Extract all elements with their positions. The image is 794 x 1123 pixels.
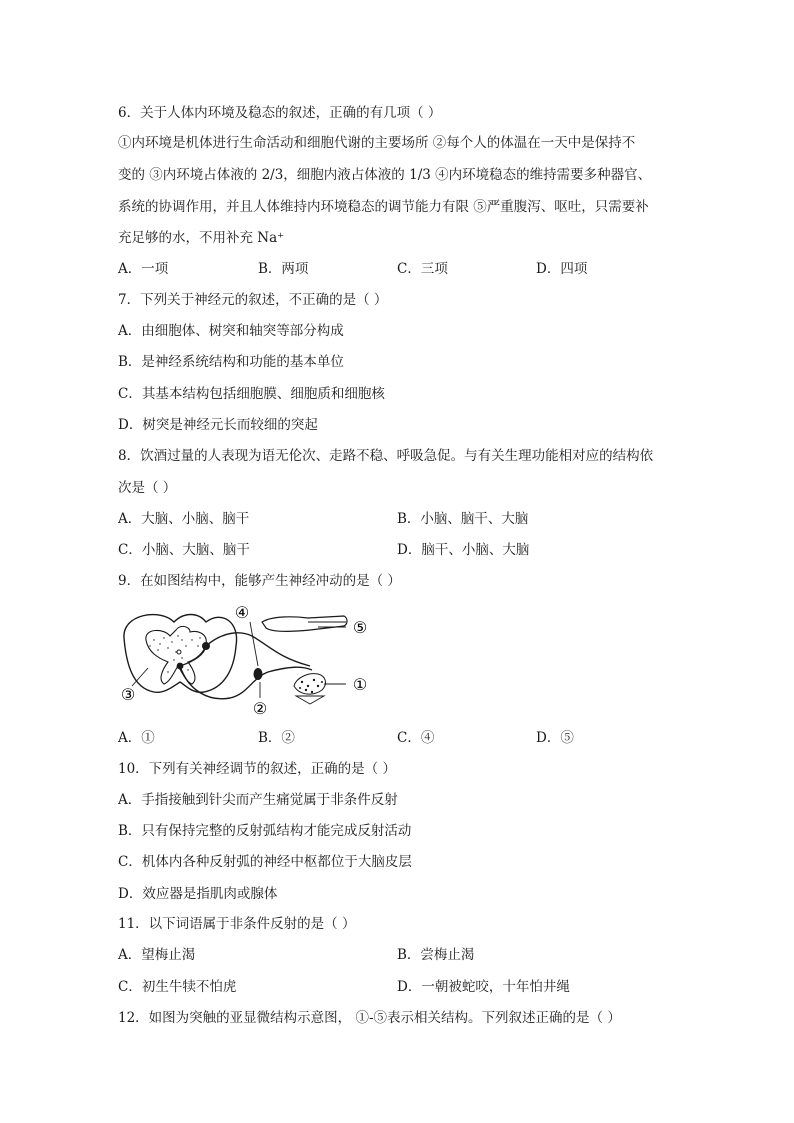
q6-option-c[interactable]: C．三项 (397, 261, 448, 277)
q9-option-a[interactable]: A．① (118, 730, 155, 746)
q10-option-b[interactable]: B．只有保持完整的反射弧结构才能完成反射活动 (118, 823, 412, 839)
q7-option-d[interactable]: D．树突是神经元长而较细的突起 (118, 417, 318, 433)
q11-option-c[interactable]: C．初生牛犊不怕虎 (118, 979, 237, 995)
q11-option-b[interactable]: B．尝梅止渴 (397, 947, 475, 963)
figure-label-2: ② (252, 699, 268, 718)
figure-label-1: ① (352, 675, 368, 694)
q9-option-b[interactable]: B．② (258, 730, 295, 746)
q6-option-b[interactable]: B．两项 (258, 261, 309, 277)
central-canal (177, 650, 181, 654)
q6-option-a[interactable]: A．一项 (118, 261, 169, 277)
dorsal-root-ganglion (254, 668, 263, 680)
q9-option-d[interactable]: D．⑤ (536, 730, 574, 746)
label-4-leader (250, 622, 258, 666)
question-6-line-2: 变的 ③内环境占体液的 2/3，细胞内液占体液的 1/3 ④内环境稳态的维持需要多种器官、 (118, 167, 652, 183)
q11-option-d[interactable]: D．一朝被蛇咬，十年怕井绳 (397, 979, 570, 995)
question-8-stem-line-1: 8．饮酒过量的人表现为语无伦次、走路不稳、呼吸急促。与有关生理功能相对应的结构依 (118, 448, 654, 464)
question-11-stem: 11．以下词语属于非条件反射的是（ ） (118, 916, 356, 932)
figure-label-3: ③ (120, 685, 136, 704)
question-6-stem: 6．关于人体内环境及稳态的叙述，正确的有几项（ ） (118, 105, 442, 121)
question-6-line-4: 充足够的水，不用补充 Na⁺ (118, 230, 285, 246)
q10-option-c[interactable]: C．机体内各种反射弧的神经中枢都位于大脑皮层 (118, 854, 412, 870)
q7-option-c[interactable]: C．其基本结构包括细胞膜、细胞质和细胞核 (118, 386, 385, 402)
q7-option-b[interactable]: B．是神经系统结构和功能的基本单位 (118, 354, 344, 370)
effector-muscle (294, 674, 325, 694)
q8-option-b[interactable]: B．小脑、脑干、大脑 (397, 511, 529, 527)
q11-option-a[interactable]: A．望梅止渴 (118, 947, 196, 963)
figure-label-5: ⑤ (352, 618, 368, 637)
receptor-skin (262, 616, 347, 631)
question-7-stem: 7．下列关于神经元的叙述，不正确的是（ ） (118, 292, 388, 308)
effector-base (296, 696, 324, 704)
q7-option-a[interactable]: A．由细胞体、树突和轴突等部分构成 (118, 323, 344, 339)
q9-option-c[interactable]: C．④ (397, 730, 435, 746)
q10-option-a[interactable]: A．手指接触到针尖而产生痛觉属于非条件反射 (118, 792, 398, 808)
q8-option-a[interactable]: A．大脑、小脑、脑干 (118, 511, 250, 527)
q10-option-d[interactable]: D．效应器是指肌肉或腺体 (118, 886, 278, 902)
question-6-line-3: 系统的协调作用，并且人体维持内环境稳态的调节能力有限 ⑤严重腹泻、呕吐，只需要补 (118, 199, 649, 215)
question-9-stem: 9．在如图结构中，能够产生神经冲动的是（ ） (118, 573, 401, 589)
q6-option-d[interactable]: D．四项 (536, 261, 588, 277)
question-8-stem-line-2: 次是（ ） (118, 480, 177, 496)
q8-option-c[interactable]: C．小脑、大脑、脑干 (118, 542, 250, 558)
q8-option-d[interactable]: D．脑干、小脑、大脑 (397, 542, 530, 558)
question-6-line-1: ①内环境是机体进行生命活动和细胞代谢的主要场所 ②每个人的体温在一天中是保持不 (118, 135, 636, 151)
question-10-stem: 10．下列有关神经调节的叙述，正确的是（ ） (118, 761, 396, 777)
question-12-stem: 12．如图为突触的亚显微结构示意图， ①-⑤表示相关结构。下列叙述正确的是（ ） (118, 1010, 621, 1026)
reflex-arc-figure (112, 600, 382, 722)
figure-label-4: ④ (234, 603, 250, 622)
